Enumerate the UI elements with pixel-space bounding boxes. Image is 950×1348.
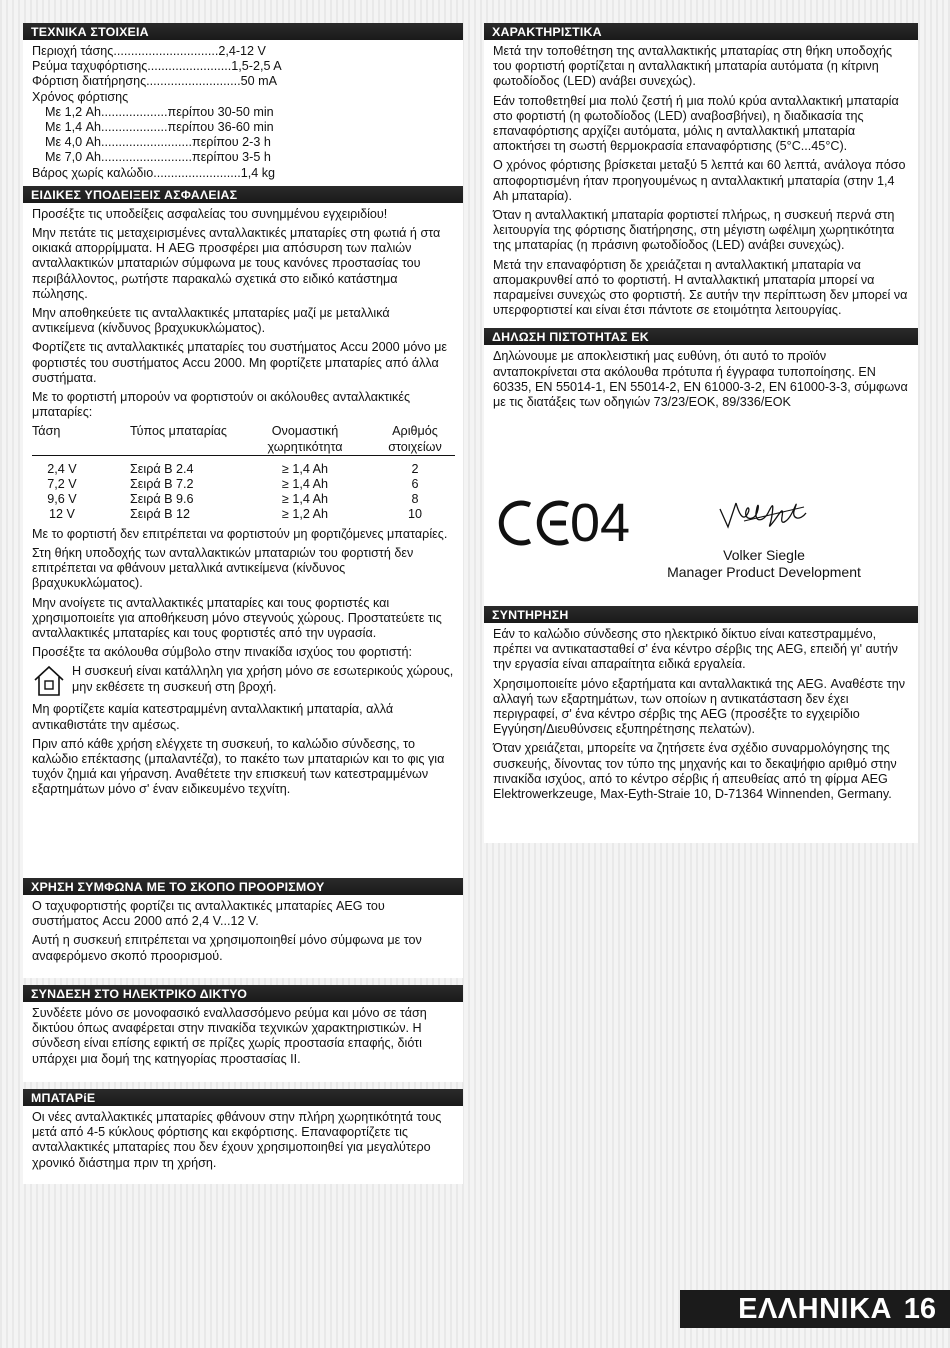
table-cell: 10 [407, 507, 422, 522]
safety-paragraph: Προσέξτε τα ακόλουθα σύμβολο στην πινακίδα ισχύος του φορτιστή: [32, 645, 412, 660]
safety-paragraph: Μη φορτίζετε καμία κατεστραμμένη ανταλλακτική μπαταρία, αλλά αντικαθιστάτε την αμέσως. [32, 702, 394, 732]
safety-paragraph: Προσέξτε τις υποδείξεις ασφαλείας του συνημμένου εγχειριδίου! [32, 206, 388, 221]
battery-section [23, 1089, 463, 1184]
weight-value: 1,4 kg [240, 165, 276, 180]
declaration-heading: ΔΗΛΩΣΗ ΠΙΣΤΟΤΗΤΑΣ ΕΚ [484, 328, 918, 345]
battery-table [32, 424, 455, 522]
charge-row [32, 150, 455, 165]
indoor-house-icon [32, 664, 72, 698]
column-header: Ονομαστική χωρητικότητα [267, 424, 343, 454]
mains-paragraph: Συνδέετε μόνο σε μονοφασικό εναλλασσόμενο ρεύμα και μόνο σε τάση δικτύου όπως αναφέρεται στην πινακίδα τεχνικών χαρακτηριστικών. Η σύνδεση είναι επίσης εφικτή σε πρίζες χωρίς προστασία επαφής, διότι υπάρχει μια δομή της κατηγορίας προστασίας II. [32, 1006, 427, 1066]
charge-label: Με 1,4 Ah [45, 120, 102, 135]
tech-value: 1,5-2,5 A [231, 59, 282, 74]
column-header: Τύπος μπαταρίας [130, 424, 228, 439]
charge-row [32, 120, 455, 135]
usage-paragraph: Αυτή η συσκευή επιτρέπεται να χρησιμοποιηθεί μόνο σύμφωνα με τον αναφερόμενο σκοπό προορισμού. [32, 933, 422, 963]
table-cell: 6 [411, 477, 419, 492]
table-cell: ≥ 1,4 Ah [281, 477, 329, 492]
signature-image [714, 491, 814, 543]
charge-row [32, 135, 455, 150]
charge-dots: ................... [101, 120, 168, 135]
page-number: 16 [903, 1293, 936, 1325]
battery-heading: ΜΠΑΤΑΡίΕ [23, 1089, 463, 1106]
charge-value: περίπου 3-5 h [192, 150, 271, 165]
tech-data-heading: ΤΕΧΝΙΚΑ ΣΤΟΙΧΕΙΑ [23, 23, 463, 40]
mains-heading: ΣΥΝΔΕΣΗ ΣΤΟ ΗΛΕΚΤΡΙΚΟ ΔΙΚΤΥΟ [23, 985, 463, 1002]
tech-dots: ........................ [147, 59, 232, 74]
footer-bar [680, 1290, 950, 1328]
table-cell: 12 V [49, 507, 75, 522]
signer-name: Volker Siegle [723, 547, 805, 563]
table-cell: ≥ 1,2 Ah [281, 507, 329, 522]
safety-paragraph: Μην ανοίγετε τις ανταλλακτικές μπαταρίες και τους φορτιστές και χρησιμοποιείτε για αποθήκευση μόνο στεγνούς χώρους. Προστατεύετε τις ανταλλακτικές μπαταρίες και τους φορτιστές από την υγρασία. [32, 595, 442, 640]
features-section [484, 44, 918, 318]
safety-paragraph: Φορτίζετε τις ανταλλακτικές μπαταρίες του συστήματος Accu 2000 μόνο με φορτιστές του συστήματος Accu 2000. Μη φορτίζετε μπαταρίες από άλλα συστήματα. [32, 340, 448, 385]
tech-dots: ........................... [146, 74, 241, 89]
weight-label: Βάρος χωρίς καλώδιο [32, 165, 154, 180]
safety-paragraph: Μην αποθηκεύετε τις ανταλλακτικές μπαταρίες μαζί με μεταλλικά αντικείμενα (κίνδυνος βραχυκυκλώματος). [32, 306, 390, 336]
safety-paragraph: Στη θήκη υποδοχής των ανταλλακτικών μπαταριών του φορτιστή δεν επιτρέπεται να φθάνουν μεταλλικά αντικείμενα (κίνδυνος βραχυκυκλώματος). [32, 545, 414, 591]
charge-dots: .......................... [101, 150, 192, 165]
maintenance-paragraph: Χρησιμοποιείτε μόνο εξαρτήματα και ανταλλακτικά της AEG. Αναθέστε την αλλαγή των εξαρτημάτων, των οποίων η αντικατάσταση δεν έχει περιγραφεί, σ' ένα κέντρο σέρβις της AEG (προσέξτε το εγχειρίδιο Εγγύηση/Διευθύνσεις εξυπηρέτησης πελατών). [493, 676, 906, 737]
table-cell: Σειρά B 7.2 [130, 477, 194, 492]
table-row [32, 507, 455, 522]
features-paragraph: Ο χρόνος φόρτισης βρίσκεται μεταξύ 5 λεπτά και 60 λεπτά, ανάλογα πόσο αποφορτισμένη ήταν προηγουμένως η ανταλλακτική μπαταρία (στην 1,4 Ah μπαταρία). [493, 158, 906, 203]
tech-dots: .............................. [113, 44, 219, 58]
tech-data-list [23, 44, 463, 181]
safety-paragraph: Μην πετάτε τις μεταχειρισμένες ανταλλακτικές μπαταρίες στη φωτιά ή στα οικιακά απορρίμματα. Η AEG προσφέρει μια απόσυρση των παλιών ανταλλακτικών μπαταριών σύμφωνα με τους κανόνες προστασίας του περιβάλλοντος, ρωτήστε παρακαλώ σχετικά στο ειδικό κατάστημα πώλησης. [32, 226, 441, 301]
declaration-paragraph: Δηλώνουμε με αποκλειστική μας ευθύνη, ότι αυτό το προϊόν ανταποκρίνεται στα ακόλουθα πρότυπα ή έγγραφα τυποποίησης. EN 60335, EN 55014-1, EN 55014-2, EN 61000-3-2, EN 61000-3-3, σύμφωνα με τις διατάξεις των οδηγιών 73/23/EOK, 89/336/EOK [493, 349, 908, 410]
charge-label: Με 4,0 Ah [45, 135, 102, 150]
maintenance-paragraph: Όταν χρειάζεται, μπορείτε να ζητήσετε ένα σχέδιο συναρμολόγησης της συσκευής, δίνοντας τον τύπο της μηχανής και το δεκαψήφιο αριθμό στην πινακίδα ισχύος, από το κέντρο σέρβις ή απευθείας από τη φίρμα AEG Elektrowerkzeuge, Max-Eyth-Straie 10, D-71364 Winnenden, Germany. [493, 741, 897, 802]
tech-label: Ρεύμα ταχυφόρτισης [32, 59, 148, 74]
table-cell: Σειρά B 2.4 [130, 461, 194, 476]
maintenance-heading: ΣΥΝΤΗΡΗΣΗ [484, 606, 918, 623]
table-cell: 9,6 V [47, 492, 77, 507]
charge-time-label: Χρόνος φόρτισης [32, 89, 129, 104]
signatory [634, 547, 894, 581]
tech-row [32, 59, 455, 74]
charge-dots: .......................... [101, 135, 192, 150]
table-row [32, 455, 455, 477]
tech-value: 50 mA [240, 74, 278, 89]
table-cell: 8 [411, 492, 419, 507]
tech-value: 2,4-12 V [218, 44, 266, 58]
battery-paragraph: Οι νέες ανταλλακτικές μπαταρίες φθάνουν στην πλήρη χωρητικότητά τους μετά από 4-5 κύκλους φόρτισης και εκφόρτισης. Επαναφορτίζετε τις ανταλλακτικές μπαταρίες που δεν έχουν χρησιμοποιηθεί για μεγαλύτερο χρονικό διάστημα πριν τη χρήση. [32, 1110, 442, 1170]
tech-label: Φόρτιση διατήρησης [32, 74, 147, 89]
maintenance-section [484, 606, 918, 806]
charge-dots: ................... [101, 104, 168, 119]
charge-value: περίπου 2-3 h [192, 135, 271, 150]
tech-label: Περιοχή τάσης [32, 44, 114, 58]
table-cell: 2 [411, 461, 419, 476]
safety-heading: ΕΙΔΙΚΕΣ ΥΠΟΔΕΙΞΕΙΣ ΑΣΦΑΛΕΙΑΣ [23, 186, 463, 203]
table-row [32, 492, 455, 507]
ce-number: 04 [570, 493, 631, 553]
table-cell: ≥ 1,4 Ah [281, 461, 329, 476]
features-paragraph: Όταν η ανταλλακτική μπαταρία φορτιστεί πλήρως, η συσκευή περνά στη λειτουργία της φόρτισης διατήρησης, στη μέγιστη ωφέλιμη χωρητικότητα της μπαταρίας (η πράσινη φωτοδίοδος (LED) ανάβει συνεχώς). [493, 208, 895, 253]
table-cell: Σειρά B 12 [130, 507, 191, 522]
table-cell: ≥ 1,4 Ah [281, 492, 329, 507]
declaration-section [484, 349, 918, 410]
table-cell: 7,2 V [47, 477, 77, 492]
features-paragraph: Εάν τοποθετηθεί μια πολύ ζεστή ή μια πολύ κρύα ανταλλακτική μπαταρία στο φορτιστή (η φωτοδίοδος (LED) αναβοσβήνει), η διαδικασία της επαναφόρτισης αρχίζει αυτόματα, μόλις η ανταλλακτική μπαταρία αποκτήσει τη σωστή θερμοκρασία επαναφόρτισης (5°C...45°C). [493, 93, 899, 154]
charge-value: περίπου 30-50 min [167, 104, 274, 119]
table-row [32, 477, 455, 492]
column-header: Τάση [32, 424, 61, 439]
usage-paragraph: Ο ταχυφορτιστής φορτίζει τις ανταλλακτικές μπαταρίες AEG του συστήματος Accu 2000 από 2,4 V...12 V. [32, 899, 385, 929]
safety-paragraph: Με το φορτιστή δεν επιτρέπεται να φορτιστούν μη φορτιζόμενες μπαταρίες. [32, 526, 448, 541]
language-label: ΕΛΛΗΝΙΚΑ [738, 1293, 892, 1325]
right-column [484, 23, 918, 843]
features-paragraph: Μετά την τοποθέτηση της ανταλλακτικής μπαταρίας στη θήκη υποδοχής του φορτιστή φορτίζεται η ανταλλακτική μπαταρία αυτόματα (η κίτρινη φωτοδίοδος (LED) ανάβει συνεχώς). [493, 44, 893, 89]
weight-dots: ......................... [153, 165, 241, 180]
indoor-use-notice [32, 664, 455, 698]
indoor-use-text: Η συσκευή είναι κατάλληλη για χρήση μόνο σε εσωτερικούς χώρους, μην εκθέσετε τη συσκευή στη βροχή. [72, 664, 454, 694]
column-header: Αριθμός στοιχείων [388, 424, 442, 454]
charge-label: Με 7,0 Ah [45, 150, 102, 165]
charge-value: περίπου 36-60 min [167, 120, 274, 135]
tech-row [32, 44, 455, 59]
weight-row [32, 166, 455, 181]
battery-table-header [32, 424, 455, 455]
safety-paragraph: Πριν από κάθε χρήση ελέγχετε τη συσκευή, το καλώδιο σύνδεσης, το καλώδιο επέκτασης (μπαλαντέζα), το πακέτο των μπαταριών και το φις για τυχόν ζημιά και γήρανση. Αναθέτετε την επισκευή των κατεστραμμένων εξαρτημάτων μόνο σ' έναν ειδικευμένο τεχνίτη. [32, 736, 445, 797]
ce-mark-icon [494, 497, 574, 549]
mains-section [23, 985, 463, 1082]
charge-row [32, 105, 455, 120]
charge-label: Με 1,2 Ah [45, 104, 102, 119]
usage-heading: ΧΡΗΣΗ ΣΥΜΦΩΝΑ ΜΕ ΤΟ ΣΚΟΠΟ ΠΡΟΟΡΙΣΜΟΥ [23, 878, 463, 895]
signer-title: Manager Product Development [667, 564, 861, 580]
left-column [23, 23, 463, 879]
tech-row [32, 74, 455, 89]
safety-paragraph: Με το φορτιστή μπορούν να φορτιστούν οι ακόλουθες ανταλλακτικές μπαταρίες: [32, 390, 411, 420]
table-cell: 2,4 V [47, 461, 77, 476]
safety-section [23, 207, 463, 798]
usage-section [23, 878, 463, 978]
conformity-block [494, 493, 908, 587]
maintenance-paragraph: Εάν το καλώδιο σύνδεσης στο ηλεκτρικό δίκτυο είναι κατεστραμμένο, πρέπει να αντικατασταθεί σ' ένα κέντρο σέρβις της AEG, επειδή γι' αυτήν την εργασία είναι απαραίτητα ειδικά εργαλεία. [493, 627, 898, 672]
features-paragraph: Μετά την επαναφόρτιση δε χρειάζεται η ανταλλακτική μπαταρία να απομακρυνθεί από το φορτιστή. Η ανταλλακτική μπαταρία μπορεί να παραμείνει συνεχώς στο φορτιστή. Σε αυτήν την περίπτωση δεν μπορεί να υπερφορτιστεί και είναι έτσι πάντοτε σε ετοιμότητα λειτουργίας. [493, 257, 908, 318]
features-heading: ΧΑΡΑΚΤΗΡΙΣΤΙΚΑ [484, 23, 918, 40]
table-cell: Σειρά B 9.6 [130, 492, 194, 507]
